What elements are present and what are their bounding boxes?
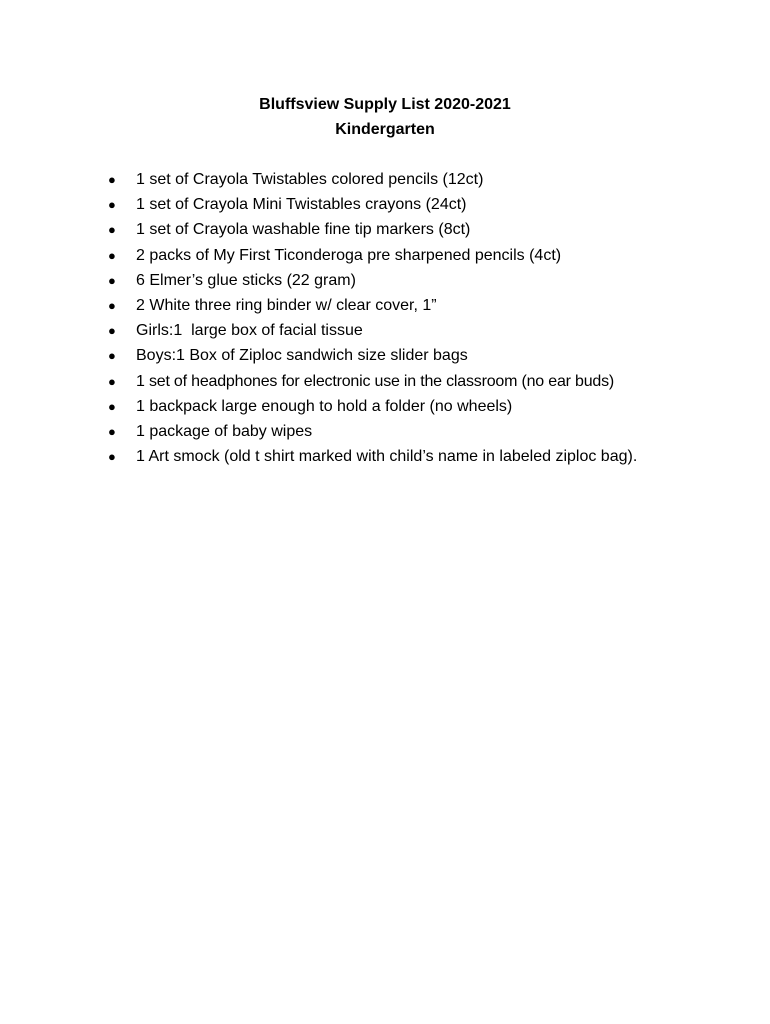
bullet-icon: ● xyxy=(108,449,116,465)
list-item xyxy=(108,268,708,293)
list-item xyxy=(108,217,708,242)
supply-list xyxy=(108,167,708,469)
list-item-text: 1 Art smock (old t shirt marked with child’s name in labeled ziploc bag). xyxy=(136,448,638,466)
bullet-icon: ● xyxy=(108,247,116,263)
list-item xyxy=(108,343,708,368)
bullet-icon: ● xyxy=(108,298,116,314)
list-item-text: 1 backpack large enough to hold a folder (no wheels) xyxy=(136,397,513,415)
list-item-text: 6 Elmer’s glue sticks (22 gram) xyxy=(136,271,356,289)
list-item xyxy=(108,369,708,394)
bullet-icon: ● xyxy=(108,323,116,339)
list-item-text: 1 set of Crayola Twistables colored pencils (12ct) xyxy=(136,171,484,188)
list-item xyxy=(108,318,708,343)
list-item xyxy=(108,293,708,318)
list-item-text: 1 set of Crayola Mini Twistables crayons (24ct) xyxy=(136,196,467,214)
list-item xyxy=(108,444,648,469)
bullet-icon: ● xyxy=(108,197,116,213)
bullet-icon: ● xyxy=(108,373,116,389)
list-item-text: Boys:1 Box of Ziploc sandwich size slider bags xyxy=(136,347,468,365)
page-subtitle: Kindergarten xyxy=(335,121,435,138)
list-item xyxy=(108,167,708,192)
bullet-icon: ● xyxy=(108,272,116,288)
list-item-text: 2 White three ring binder w/ clear cover, 1” xyxy=(136,297,437,315)
bullet-icon: ● xyxy=(108,348,116,364)
bullet-icon: ● xyxy=(108,424,116,440)
list-item-text: Girls:1 large box of facial tissue xyxy=(136,322,363,340)
bullet-icon: ● xyxy=(108,398,116,414)
page-title: Bluffsview Supply List 2020-2021 xyxy=(259,96,511,113)
list-item-text: 1 set of Crayola washable fine tip markers (8ct) xyxy=(136,221,471,239)
list-item xyxy=(108,192,708,217)
list-item-text: 1 set of headphones for electronic use in the classroom (no ear buds) xyxy=(136,372,615,390)
bullet-icon: ● xyxy=(108,222,116,238)
list-item-text: 2 packs of My First Ticonderoga pre sharpened pencils (4ct) xyxy=(136,246,562,264)
list-item xyxy=(108,243,708,268)
bullet-icon: ● xyxy=(108,172,116,187)
document-header xyxy=(0,92,770,142)
list-item xyxy=(108,419,708,444)
list-item-text: 1 package of baby wipes xyxy=(136,423,313,441)
list-item xyxy=(108,394,708,419)
